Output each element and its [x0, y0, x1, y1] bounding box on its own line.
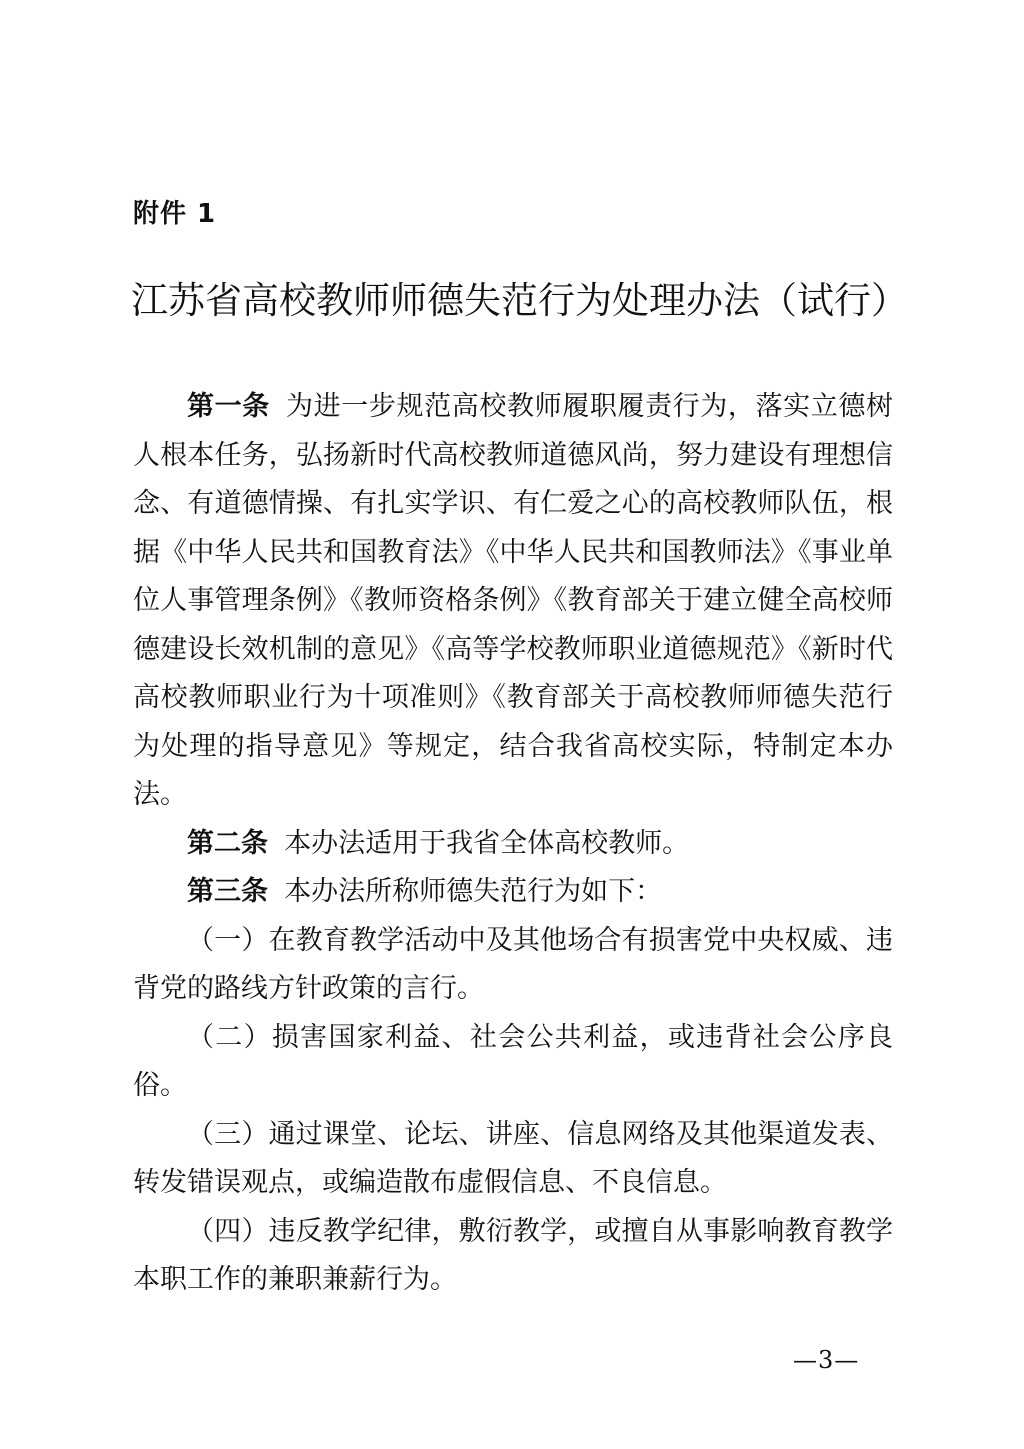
- document-body: [133, 383, 893, 1305]
- article-1-text: 为进一步规范高校教师履职履责行为，落实立德树人根本任务，弘扬新时代高校教师道德风尚，努力建设有理想信念、有道德情操、有扎实学识、有仁爱之心的高校教师队伍，根据《中华人民共和国教育法》《中华人民共和国教师法》《事业单位人事管理条例》《教师资格条例》《教育部关于建立健全高校师德建设长效机制的意见》《高等学校教师职业道德规范》《新时代高校教师职业行为十项准则》《教育部关于高校教师师德失范行为处理的指导意见》等规定，结合我省高校实际，特制定本办法。: [133, 391, 894, 810]
- article-2-text: 本办法适用于我省全体高校教师。: [284, 827, 690, 859]
- document-title: 江苏省高校教师师德失范行为处理办法（试行）: [131, 279, 908, 322]
- attachment-label: 附件 1: [133, 199, 217, 229]
- article-2: [133, 820, 893, 869]
- item-4: （四）违反教学纪律，敷衍教学，或擅自从事影响教育教学本职工作的兼职兼薪行为。: [133, 1215, 893, 1295]
- page-number: —3—: [793, 1346, 860, 1374]
- item-1: （一）在教育教学活动中及其他场合有损害党中央权威、违背党的路线方针政策的言行。: [133, 924, 893, 1004]
- article-1: [133, 383, 893, 820]
- article-3-number: 第三条: [187, 876, 268, 907]
- article-3: [133, 868, 893, 917]
- article-1-number: 第一条: [187, 391, 270, 422]
- article-3-text: 本办法所称师德失范行为如下：: [284, 876, 663, 907]
- article-2-number: 第二条: [187, 827, 268, 859]
- item-3: （三）通过课堂、论坛、讲座、信息网络及其他渠道发表、转发错误观点，或编造散布虚假信息、不良信息。: [133, 1118, 893, 1198]
- item-2: （二）损害国家利益、社会公共利益，或违背社会公序良俗。: [133, 1021, 893, 1101]
